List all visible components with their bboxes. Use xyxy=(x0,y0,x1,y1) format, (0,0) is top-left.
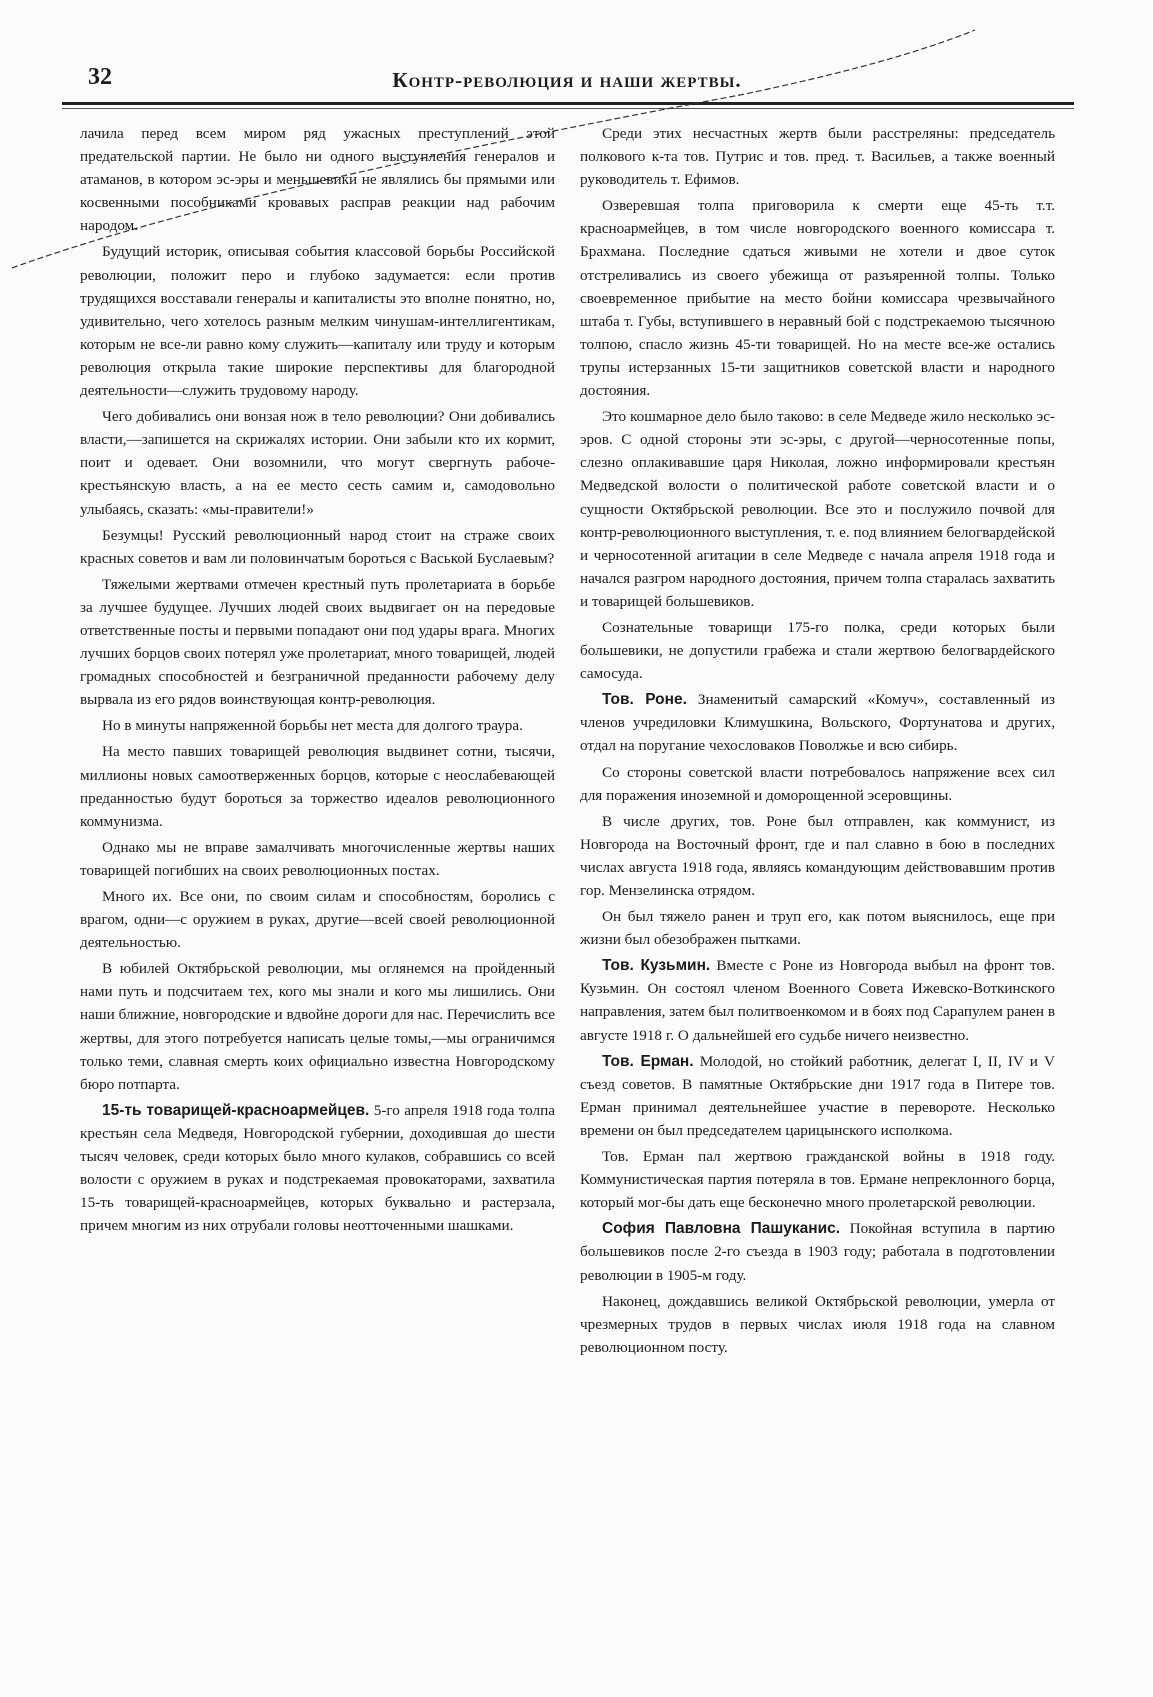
paragraph: лачила перед всем миром ряд ужасных преступлений этой предательской партии. Не было ни одного выступления генералов и атаманов, в котором эс-эры и меньшевики не являлись бы прямыми или косвенными пособниками кровавых расправ реакции над рабочим народом. xyxy=(80,125,555,235)
header-rule-thin xyxy=(62,108,1074,109)
running-title: Контр-революция и наши жертвы. xyxy=(392,68,742,92)
paragraph: Со стороны советской власти потребовалось напряжение всех сил для поражения иноземной и доморощенной эсеровщины. xyxy=(580,763,1055,804)
section-lead: София Павловна Пашуканис. xyxy=(602,1220,841,1238)
paragraph-with-lead: София Павловна Пашуканис. Покойная вступила в партию большевиков после 2-го съезда в 1903 году; работала в подготовлении революции в 1905-м году. xyxy=(580,1220,1055,1284)
section-lead: Тов. Ерман. xyxy=(602,1052,694,1070)
paragraph: В числе других, тов. Роне был отправлен, как коммунист, из Новгорода на Восточный фронт, где и пал славно в бою в последних числах августа 1918 года, являясь командующим действовавшим против гор. Мензелинска отрядом. xyxy=(580,812,1055,899)
paragraph: Это кошмарное дело было таково: в селе Медведе жило несколько эс-эров. С одной стороны эти эс-эры, с другой—черносотенные попы, слезно оплакивавшие царя Николая, ложно информировали крестьян Медведской волости о политической работе советской власти и о сущности Октябрьской революции. Все это и послужило почвой для контр-революционного выступления, т. е. под влиянием белогвардейской и черносотенной агитации в селе Медведе с начала апреля 1918 года и начался разгром народного достояния, причем толпа старалась захватить и товарищей большевиков. xyxy=(580,408,1055,610)
paragraph-with-lead: Тов. Роне. Знаменитый самарский «Комуч», составленный из членов учредиловки Климушкина, Вольского, Фортунатова и других, отдал на поругание чехословаков Поволжье и всю сибирь. xyxy=(580,691,1055,755)
page-number: 32 xyxy=(88,64,112,90)
paragraph-with-lead: Тов. Ерман. Молодой, но стойкий работник, делегат I, II, IV и V съезд советов. В памятные Октябрьские дни 1917 года в Питере тов. Ерман принимал деятельнейшее участие в перевороте. Несколько времени он был председателем царицынского исполкома. xyxy=(580,1052,1055,1139)
paragraph: Но в минуты напряженной борьбы нет места для долгого траура. xyxy=(102,717,523,735)
paragraph: Чего добивались они вонзая нож в тело революции? Они добивались власти,—запишется на скрижалях истории. Они забыли кто их кормит, поит и одевает. Они возомнили, что могут свергнуть рабоче-крестьянскую власть, а на ее место сесть самим и, самодовольно улыбаясь, сказать: «мы-правители!» xyxy=(80,408,555,518)
paragraph: Наконец, дождавшись великой Октябрьской революции, умерла от чрезмерных трудов в первых числах июля 1918 года на славном революционном посту. xyxy=(580,1292,1055,1356)
header-rule xyxy=(62,102,1074,105)
paragraph: Среди этих несчастных жертв были расстреляны: председатель полкового к-та тов. Путрис и тов. пред. т. Васильев, а также военный руководитель т. Ефимов. xyxy=(580,125,1055,189)
section-lead: Тов. Роне. xyxy=(602,691,687,709)
paragraph: Тяжелыми жертвами отмечен крестный путь пролетариата в борьбе за лучшее будущее. Лучших людей своих выдвигает он на передовые ответственные посты и первыми попадают они под удары врага. Многих лучших борцов своих потерял уже пролетариат, много товарищей, людей громадных способностей и безграничной преданности рабочему делу вырвала из его рядов воинствующая контр-революция. xyxy=(80,575,555,709)
paragraph: Он был тяжело ранен и труп его, как потом выяснилось, еще при жизни был обезображен пытками. xyxy=(580,908,1055,949)
paragraph: В юбилей Октябрьской революции, мы оглянемся на пройденный нами путь и подсчитаем тех, кого мы знали и кого мы лишились. Они наши ближние, новгородские и вдвойне дороги для нас. Перечислить все жертвы, для этого потребуется написать целые томы,—мы ограничимся только теми, славная смерть коих официально известна Новгородскому бюро потпарта. xyxy=(80,960,555,1093)
paragraph: На место павших товарищей революция выдвинет сотни, тысячи, миллионы новых самоотверженных борцов, которые с неослабевающей преданностью будут бороться за торжество идеалов революционного коммунизма. xyxy=(80,743,555,830)
section-lead: 15-ть товарищей-красноармейцев. xyxy=(102,1101,370,1119)
paragraph: Однако мы не вправе замалчивать многочисленные жертвы наших товарищей погибших на своих революционных постах. xyxy=(80,838,555,879)
paragraph: Тов. Ерман пал жертвою гражданской войны в 1918 году. Коммунистическая партия потеряла в тов. Ермане непреклонного борца, который мог-бы дать еще бесконечно много пролетарской революции. xyxy=(580,1148,1055,1212)
section-lead: Тов. Кузьмин. xyxy=(602,957,711,975)
right-column xyxy=(580,122,1055,1362)
paragraph: Безумцы! Русский революционный народ стоит на страже своих красных советов и вам ли половинчатым бороться с Васькой Буслаевым? xyxy=(80,526,555,567)
paragraph: Сознательные товарищи 175-го полка, среди которых были большевики, не допустили грабежа и стали жертвою белогвардейского самосуда. xyxy=(580,618,1055,683)
left-column xyxy=(80,122,555,1240)
paragraph: Будущий историк, описывая события классовой борьбы Российской революции, положит перо и глубоко задумается: если против трудящихся восставали генералы и капиталисты это вполне понятно, но, удивительно, чего хотелось разным мелким чинушам-интеллигентикам, которым не все-ли равно кому служить—капиталу или труду и которым революция открыла такие широкие перспективы для благородной деятельности—служить трудовому народу. xyxy=(80,243,555,400)
paragraph-with-lead: Тов. Кузьмин. Вместе с Роне из Новгорода выбыл на фронт тов. Кузьмин. Он состоял членом Военного Совета Ижевско-Воткинского направления, затем был политвоенкомом и в боях под Сарапулем ранен в августе 1918 г. О дальнейшей его судьбе ничего неизвестно. xyxy=(580,957,1056,1044)
page-header xyxy=(62,64,1072,104)
paragraph-with-lead: 15-ть товарищей-красноармейцев. 5-го апреля 1918 года толпа крестьян села Медведя, Новгородской губернии, доходившая до шести тысяч человек, среди которых было много кулаков, собравшись со всей волости с оружием в руках и подстрекаемая провокаторами, захватила 15-ть товарищей-красноармейцев, которых буквально и растерзала, причем многим из них отрубали головы неотточенными шашками. xyxy=(80,1101,556,1235)
paragraph: Много их. Все они, по своим силам и способностям, боролись с врагом, одни—с оружием в руках, другие—всей своей революционной деятельностью. xyxy=(80,888,555,952)
paragraph: Озверевшая толпа приговорила к смерти еще 45-ть т.т. красноармейцев, в том числе новгородского военного комиссара т. Брахмана. Последние сдаться живыми не хотели и двое суток отстреливались из своего убежища от разъяренной толпы. Только своевременное прибытие на место бойни комиссара чрезвычайного штаба т. Губы, вступившего в неравный бой с подстрекаемою тысячною толпою, спасло жизнь 45-ти товарищей. Но на месте все-же остались трупы истерзанных 15-ти защитников советской власти и народного достояния. xyxy=(580,197,1055,400)
